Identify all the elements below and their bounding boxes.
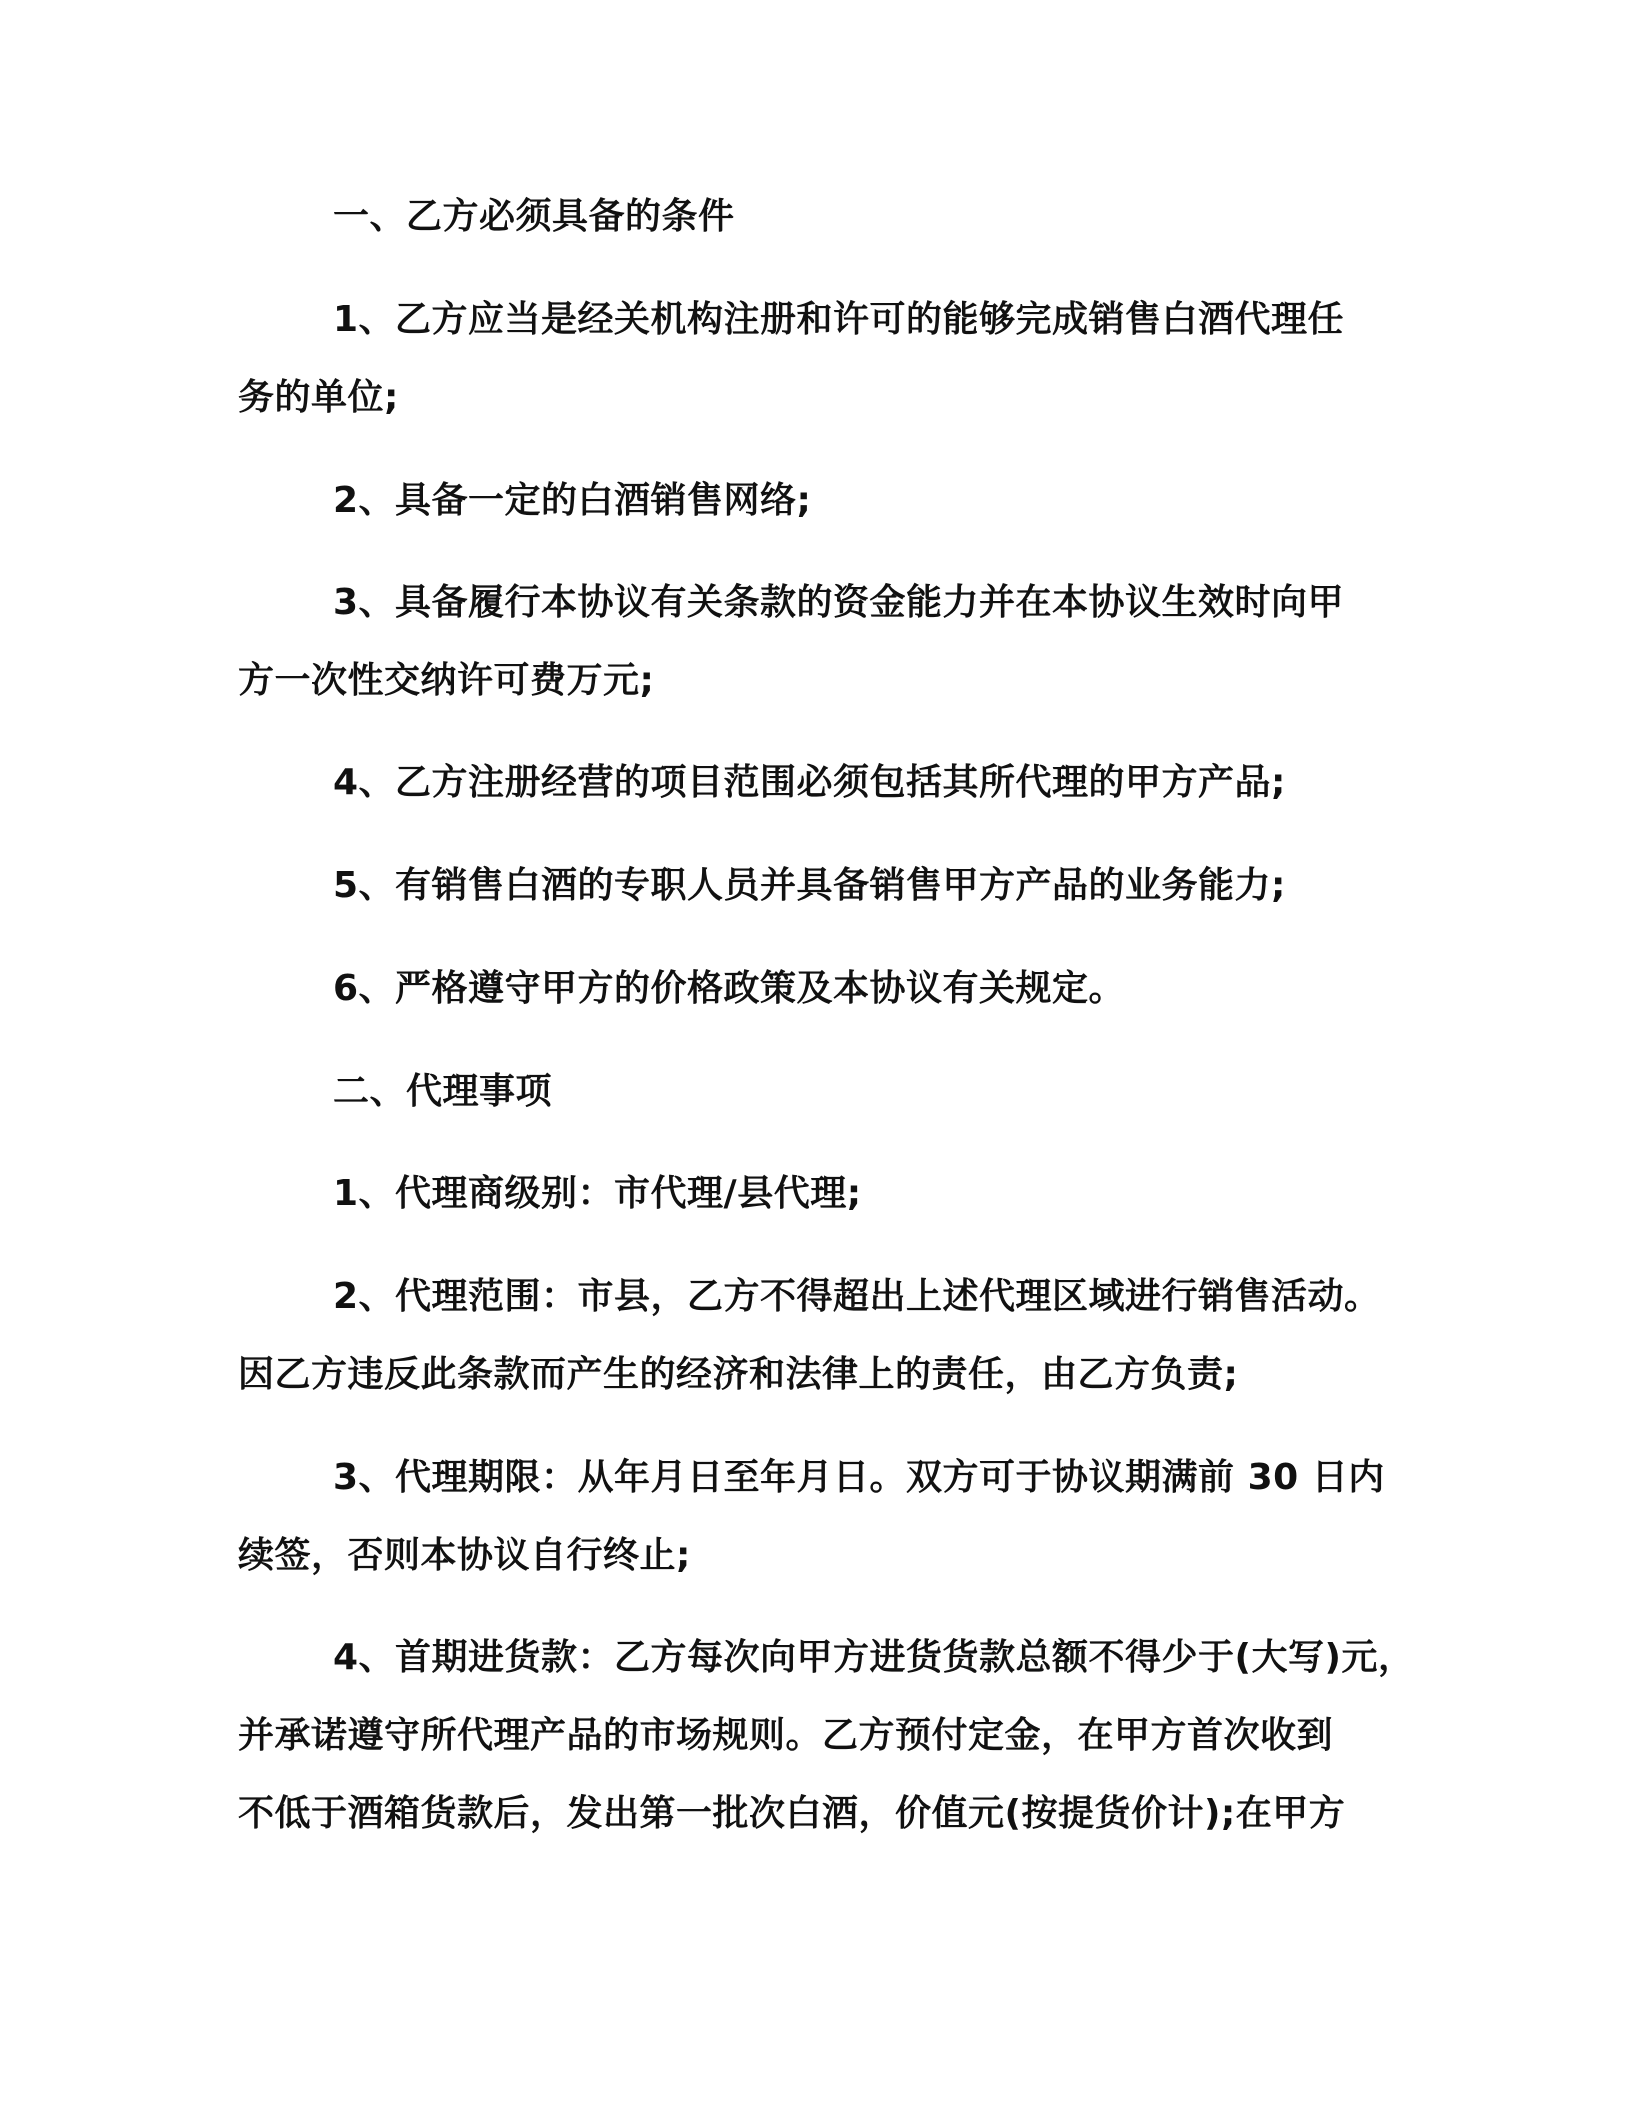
text-line: 3、具备履行本协议有关条款的资金能力并在本协议生效时向甲 <box>333 582 1345 623</box>
text-line: 务的单位; <box>238 377 399 418</box>
text-line: 2、代理范围：市县，乙方不得超出上述代理区域进行销售活动。 <box>333 1276 1381 1317</box>
text-line: 4、首期进货款：乙方每次向甲方进货货款总额不得少于(大写)元， <box>333 1637 1415 1678</box>
text-line: 5、有销售白酒的专职人员并具备销售甲方产品的业务能力; <box>333 865 1286 906</box>
text-line: 2、具备一定的白酒销售网络; <box>333 480 812 521</box>
text-line: 方一次性交纳许可费万元; <box>238 660 655 701</box>
text-line: 4、乙方注册经营的项目范围必须包括其所代理的甲方产品; <box>333 762 1286 803</box>
section-heading-1: 一、乙方必须具备的条件 <box>333 196 735 237</box>
text-line: 3、代理期限：从年月日至年月日。双方可于协议期满前 30 日内 <box>333 1457 1385 1498</box>
text-line: 续签，否则本协议自行终止; <box>238 1535 691 1576</box>
text-line: 1、乙方应当是经关机构注册和许可的能够完成销售白酒代理任 <box>333 299 1345 340</box>
text-line: 并承诺遵守所代理产品的市场规则。乙方预付定金，在甲方首次收到 <box>238 1715 1334 1756</box>
text-line: 6、严格遵守甲方的价格政策及本协议有关规定。 <box>333 968 1126 1009</box>
section-heading-2: 二、代理事项 <box>333 1071 553 1112</box>
text-line: 1、代理商级别：市代理/县代理; <box>333 1173 862 1214</box>
text-line: 因乙方违反此条款而产生的经济和法律上的责任，由乙方负责; <box>238 1354 1239 1395</box>
text-line: 不低于酒箱货款后，发出第一批次白酒，价值元(按提货价计);在甲方 <box>238 1793 1346 1834</box>
